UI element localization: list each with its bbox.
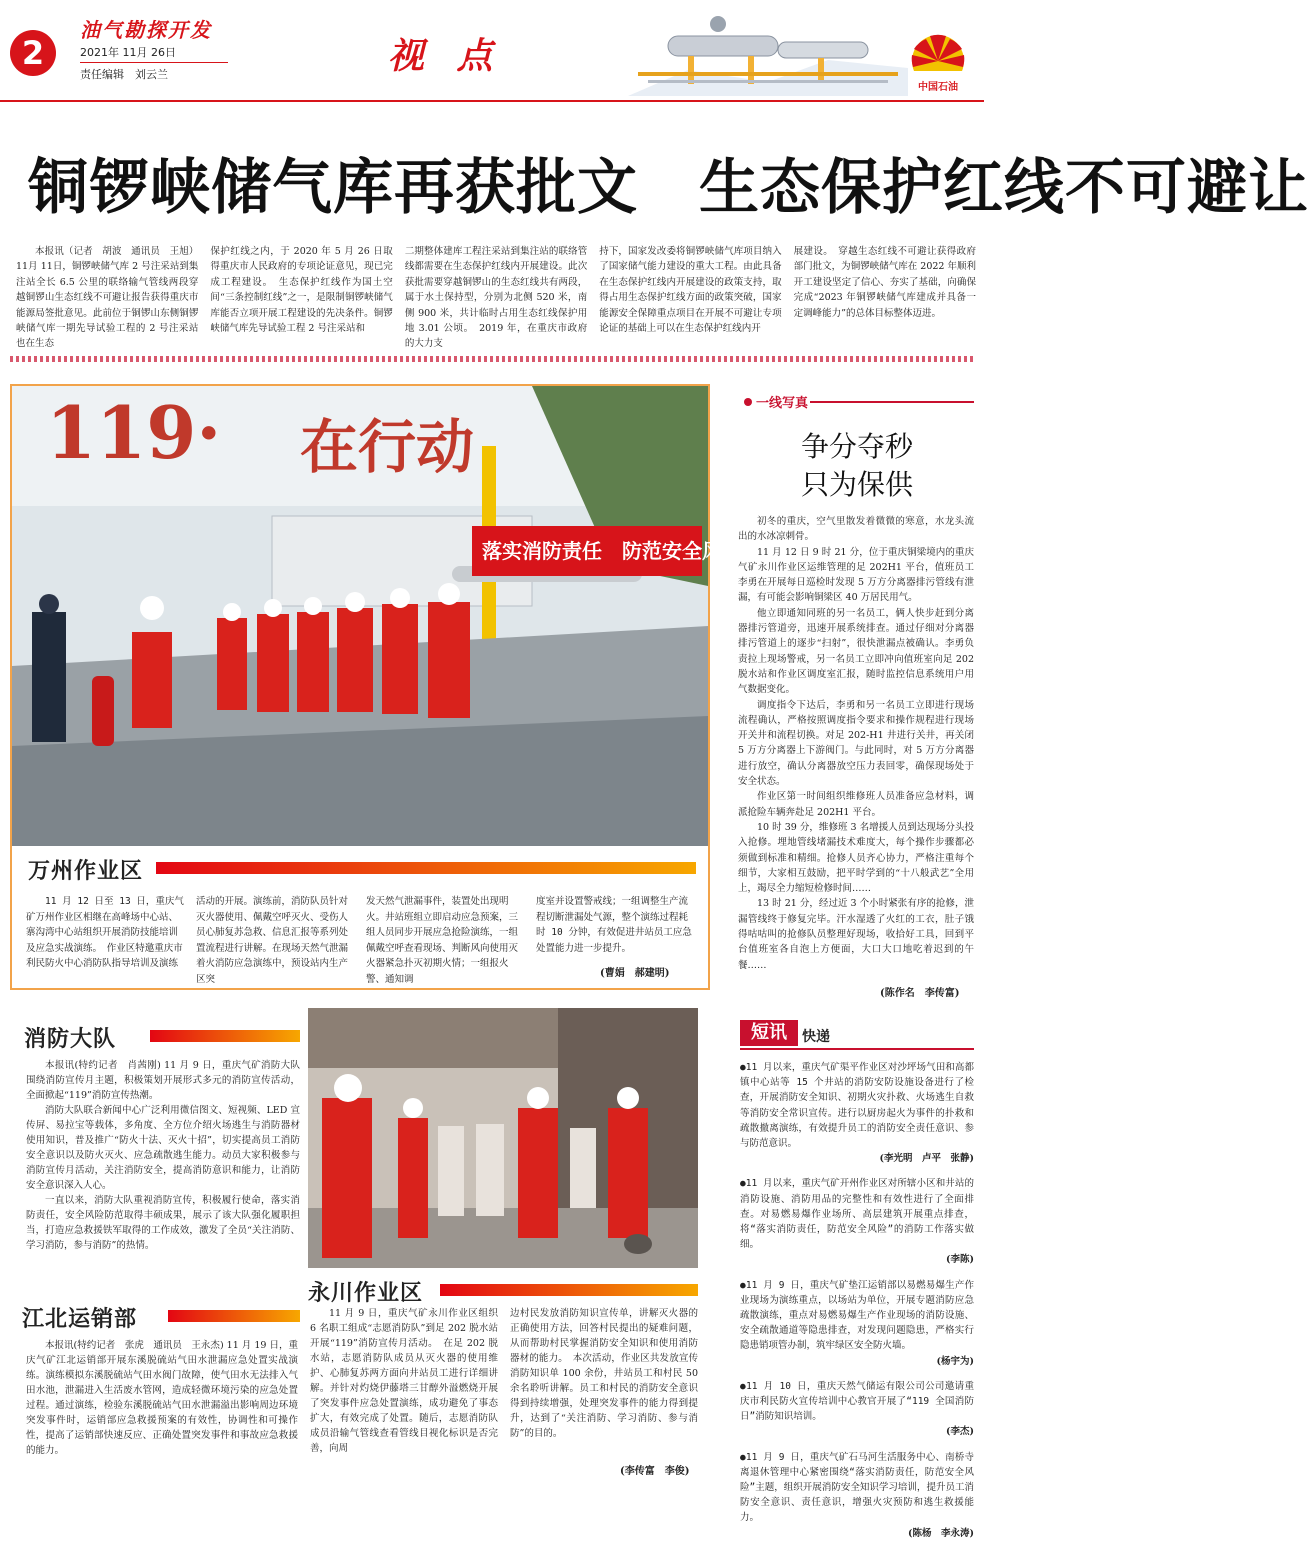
front-line-label: 一线写真: [756, 396, 809, 411]
xiaofang-story: 本报讯(特约记者 肖茜刚) 11 月 9 日，重庆气矿消防大队围绕消防宣传月主题，积极策划开展形式多元的消防宣传活动，全面掀起“119”消防宣传热潮。 消防大队联合新闻中心广泛利用微信图文、短视频、LED 宣传屏、易拉宝等载体，多角度、全方位介绍火场逃生与消防器材使用知识，普及推广“防火十法、灭火十招”，切实提高员工消防安全意识以及防火灭火、应急疏散逃生能力。动员大家积极参与消防宣传月活动，关注消防安全，提高消防意识和能力，让消防安全意识深入人心。 一直以来，消防大队重视消防宣传，积极履行使命，落实消防责任，安全风险防范取得丰硕成果，展示了该大队强化履职担当，打造应急救援铁军取得的工作成效，激发了全员“关注消防、学习消防，参与消防”的热情。: [26, 1060, 300, 1251]
wanzhou-heading: 万州作业区: [28, 859, 144, 884]
lead-story-col-1: 本报讯（记者 胡波 通讯员 王旭）11月 11日，铜锣峡储气库 2 号注采站到集注站全长 6.5 公里的联络输气管线两段穿越铜锣山生态红线不可避让报告获得重庆市能源局签批意见。此前位于铜锣山东侧铜锣峡储气库一期先导试验工程的 2 号注采站也在生态: [16, 246, 199, 350]
briefs-label: 短讯: [740, 1020, 798, 1046]
wanzhou-col-3: 发天然气泄漏事件，装置处出现明火。井站班组立即启动应急预案，三组人员同步开展应急抢险演练，一组佩戴空呼查看现场、判断风向使用灭火器紧急扑灭初期火情；一组报火警、通知调: [366, 896, 519, 985]
yongchuan-heading: 永川作业区: [308, 1281, 424, 1306]
lead-story-col-3: 二期整体建库工程注采站到集注站的联络管线都需要在生态保护红线内开展建设。此次获批需要穿越铜锣山的生态红线共有两段，属于水土保持型，分别为北侧 520 米，南侧 900 米，共计临时占用生态红线保护用地 3.01 公顷。 2019 年，在重庆市政府的大力支: [404, 246, 588, 350]
briefs-list: [740, 1060, 974, 1551]
responsible-editor: 责任编辑 刘云兰: [80, 68, 168, 81]
right-feature-title: [740, 428, 974, 504]
feature-title-119: 119·: [46, 390, 222, 475]
section-title: 视 点: [388, 35, 503, 77]
right-feature-title-line-2: 只为保供: [800, 468, 913, 501]
jiangbei-heading-bar: [168, 1310, 300, 1322]
right-feature-credit: (陈作名 李传富): [880, 988, 960, 999]
brief-credit: (李陈): [946, 1254, 974, 1266]
logo-text: 中国石油: [918, 82, 958, 93]
brief-credit: (李杰): [946, 1426, 974, 1438]
gas-facility-illustration: [628, 10, 908, 96]
top-rule: [0, 100, 984, 102]
brief-item: ●11 月 9 日，重庆气矿石马河生活服务中心、南桥寺离退休管理中心紧密围绕“落实消防责任，防范安全风险”主题，组织开展消防安全知识学习培训，提升员工消防安全意识、责任意识，增强火灾预防和逃生救援能力。 (陈杨 李永涛): [740, 1450, 974, 1541]
paper-name: 油气勘探开发: [80, 18, 212, 42]
lead-story-col-4: 持下，国家发改委将铜锣峡储气库项目纳入了国家储气能力建设的重大工程。由此具备在生态保护红线内开展建设的政策支持，取得占用生态保护红线方面的政策突破，国家能源安全保障重点项目在开展不可避让专项论证的基础上可以在生态保护红线内开: [599, 246, 782, 335]
story-divider: [10, 356, 974, 362]
briefs-label-sub: 快递: [802, 1029, 830, 1045]
xiaofang-heading-bar: [150, 1030, 300, 1042]
lead-story-col-5: 展建设。 穿越生态红线不可避让获得政府部门批文，为铜锣峡储气库在 2022 年顺利开工建设坚定了信心、夯实了基础，向确保完成“2023 年铜锣峡储气库建成并具备一定调峰能力”的总体目标整体迈进。: [793, 246, 977, 319]
briefs-rule: [740, 1048, 974, 1050]
yongchuan-heading-bar: [440, 1284, 698, 1296]
page-number: 2: [10, 30, 56, 76]
jiangbei-heading: 江北运销部: [22, 1307, 138, 1332]
yongchuan-col-2: 边村民发放消防知识宣传单，讲解灭火器的正确使用方法，回答村民提出的疑难问题，从而帮助村民掌握消防安全知识和使用消防器材的能力。 本次活动，作业区共发放宣传消防知识单 100 余份，井站员工和村民 50 余名聆听讲解。员工和村民的消防安全意识得到持续增强，处理突发事件的能力得到提升，达到了“关注消防、学习消防、参与消防”的目的。: [510, 1308, 698, 1439]
yongchuan-story: [310, 1306, 698, 1456]
headline: 铜锣峡储气库再获批文 生态保护红线不可避让: [28, 153, 1309, 223]
lead-story-col-2: 保护红线之内，于 2020 年 5 月 26 日取得重庆市人民政府的专项论证意见，现已完成工程建设。 生态保护红线作为国土空间“三条控制红线”之一，是限制铜锣峡储气库能否立项开展工程建设的先决条件。铜锣峡储气库先导试验工程 2 号注采站和: [210, 246, 393, 335]
brief-credit: (杨宇为): [936, 1355, 974, 1367]
wanzhou-col-2: 活动的开展。演练前，消防队员针对灭火器使用、佩戴空呼灭火、受伤人员心肺复苏急救、信息汇报等系列处置流程进行讲解。在现场天然气泄漏着火消防应急演练中，预设站内生产区突: [196, 896, 349, 985]
brief-credit: (陈杨 李永涛): [908, 1527, 974, 1539]
wanzhou-credit: (曹娟 郝建明): [600, 968, 670, 979]
brief-item: ●11 月 9 日，重庆气矿垫江运销部以易燃易爆生产作业现场为演练重点，以场站为单位，开展专题消防应急疏散演练，重点对易燃易爆生产作业现场的消防设施、安全疏散通道等隐患排查，对发现问题隐患，严格实行隐患销项管办制，筑牢绿区安全防火墙。 (杨宇为): [740, 1278, 974, 1369]
right-feature-title-line-1: 争分夺秒: [800, 430, 913, 463]
publication-date: 2021年 11月 26日: [80, 46, 176, 59]
wanzhou-story: [26, 894, 696, 984]
photo-banner-text: 落实消防责任 防范安全风险: [482, 539, 742, 563]
jiangbei-story: 本报讯(特约记者 张虎 通讯员 王永杰) 11 月 19 日，重庆气矿江北运销部开展东溪脱硫站气田水泄漏应急处置实战演练。演练模拟东溪脱硫站气田水阀门故障，使气田水无法排入气田水池，泄漏进入生活废水管网，造成轻微环境污染的应急处置过程。通过演练，检验东溪脱硫站气田水泄漏溢出影响周边环境突发事件时，运销部应急救援预案的有效性，协调性和可操作性，提高了运销部快速反应、正确处置突发事件和事故应急救援的能力。: [26, 1340, 298, 1456]
yongchuan-credit: (李传富 李俊): [620, 1466, 690, 1477]
header-rule: [80, 62, 228, 63]
wanzhou-col-1: 11 月 12 日至 13 日，重庆气矿万州作业区相继在高峰场中心站、寨沟湾中心站组织开展消防技能培训及应急实战演练。 作业区特邀重庆市利民防火中心消防队指导培训及演练: [26, 896, 184, 969]
lead-story: [16, 244, 977, 350]
feature-title-action: 在行动: [300, 413, 475, 481]
yongchuan-col-1: 11 月 9 日，重庆气矿永川作业区组织 6 名职工组成“志愿消防队”到足 202 脱水站开展“119”消防宣传月活动。 在足 202 脱水站，志愿消防队成员从灭火器的使用维护、心肺复苏两方面向井站员工进行详细讲解。并针对灼烧伊藤塔三甘醇外溢燃烧开展了突发事件应急处置演练，成功避免了事态扩大，有效完成了处置。随后，志愿消防队成员沿输气管线查看管线目视化标识是否完善，向周: [310, 1308, 498, 1454]
brief-credit: (李光明 卢平 张静): [879, 1153, 974, 1165]
right-feature-story: 初冬的重庆，空气里散发着微微的寒意，水龙头流出的水冰凉刺骨。 11 月 12 日 9 时 21 分，位于重庆铜梁境内的重庆气矿永川作业区运维管理的足 202H1 平台，值班员工李勇在开展每日巡检时发现 5 万方分离器排污管线有泄漏，有可能会影响铜梁区 40 万居民用气。 他立即通知同班的另一名员工，俩人快步赶到分离器排污管道旁，迅速开展系统排查。通过仔细对分离器排污管道上的逐步“扫射”，很快泄漏点被确认。李勇负责拉上现场警戒，另一名员工立即冲向值班室向足 202 脱水站和作业区调度室汇报，随时监控信息系统用户用气数据变化。 调度指令下达后，李勇和另一名员工立即进行现场流程确认，严格按照调度指令要求和操作规程进行现场开关井和流程切换。对足 202-H1 井进行关井，再关闭 5 万方分离器上下游阀门。与此同时，对 5 万方分离器进行放空，确认分离器放空压力表回零，确保现场处于安全状态。 作业区第一时间组织维修班人员准备应急材料，调派抢险车辆奔赴足 202H1 平台。 10 时 39 分，维修班 3 名增援人员到达现场分头投入抢修。埋地管线堵漏技术难度大，每个操作步骤都必须做到标准和精细。抢修人员齐心协力，严格注重每个细节，大家相互鼓励，把平时学到的“十八般武艺”全用上，竭尽全力缩短检修时间…… 13 时 21 分，经过近 3 个小时紧张有序的抢修，泄漏管线终于修复完毕。汗水湿透了火红的工衣，肚子饿得咕咕叫的抢修队员整理好现场，收拾好工具，回到平台值班室各自泡上方便面，大口大口地吃着迟到的午餐……: [738, 516, 974, 971]
brief-item: ●11 月以来，重庆气矿渠平作业区对沙坪场气田和高都镇中心站等 15 个井站的消防安防设施设备进行了检查，开展消防安全知识、初期火灾扑救、火场逃生自救等消防安全常识宣传。进行以厨房起火为事件的扑救和疏散撤离演练，有效提升员工的消防安全责任意识、参与防范意识。 (李光明 卢平 张静): [740, 1060, 974, 1166]
wanzhou-heading-bar: [156, 862, 696, 874]
brief-item: ●11 月 10 日，重庆天然气储运有限公司公司邀请重庆市利民防火宣传培训中心教官开展了“119 全国消防日”消防知识培训。 (李杰): [740, 1379, 974, 1440]
brief-item: ●11 月以来，重庆气矿开州作业区对所辖小区和井站的消防设施、消防用品的完整性和有效性进行了全面排查。对易燃易爆作业场所、高层建筑开展重点排查，将“落实消防责任，防范安全风险”的消防工作落实做细。 (李陈): [740, 1176, 974, 1267]
wanzhou-col-4: 度室并设置警戒线；一组调整生产流程切断泄漏处气源，整个演练过程耗时 10 分钟，有效促进井站员工应急处置能力进一步提升。: [536, 896, 692, 954]
xiaofang-heading: 消防大队: [24, 1027, 117, 1052]
volunteer-photo: [308, 1008, 698, 1268]
